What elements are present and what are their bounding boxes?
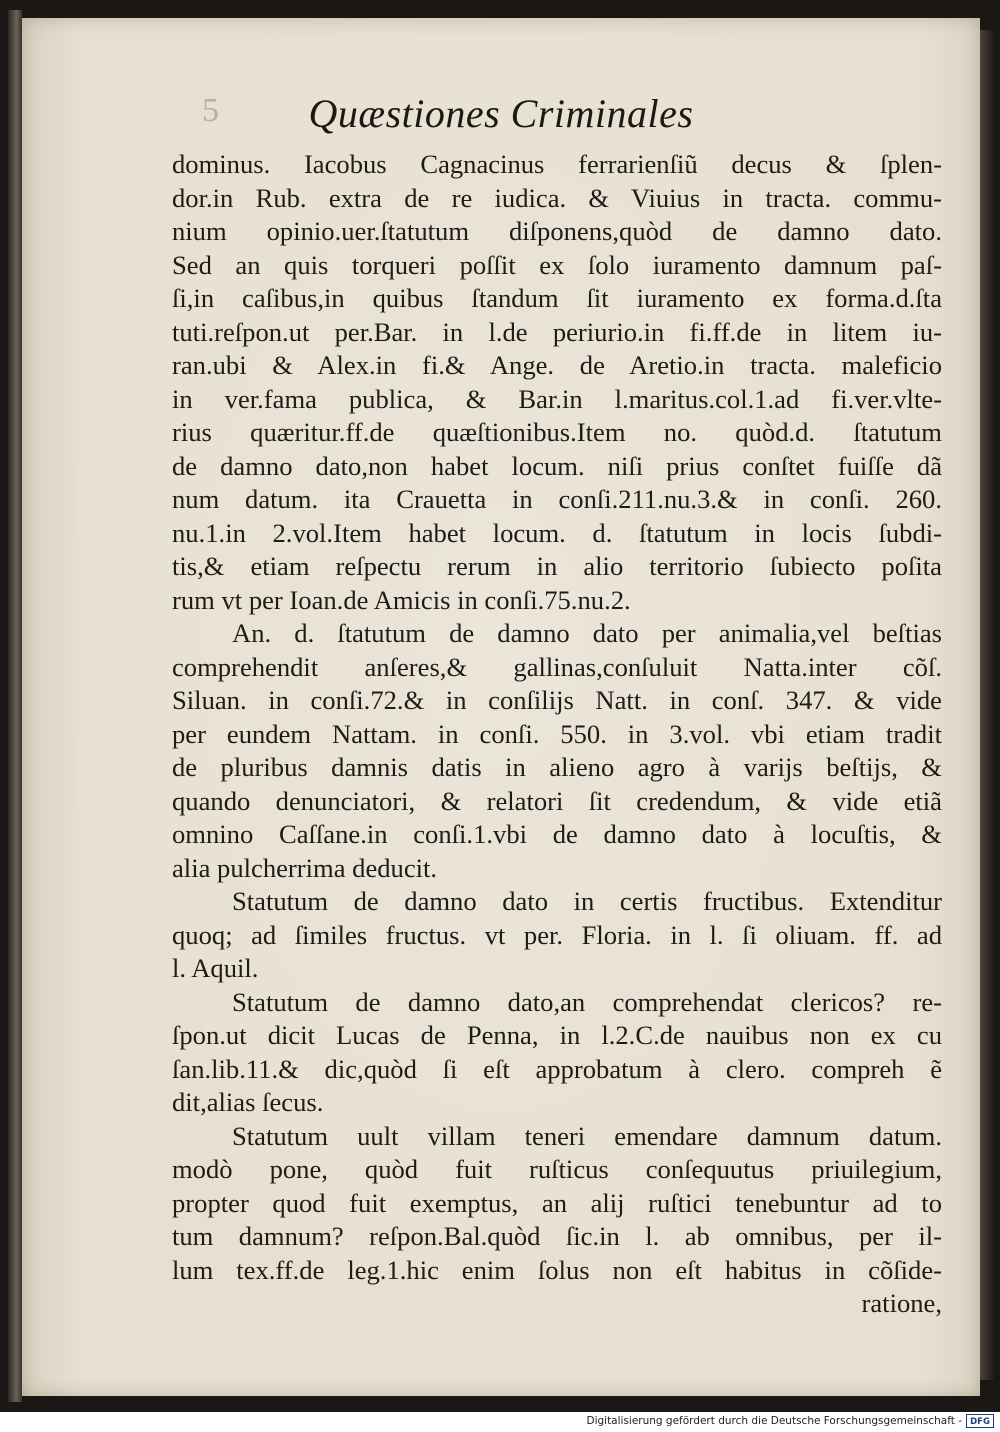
text-line: ſi,in caſibus,in quibus ſtandum ſit iuramento ex forma.d.ſta <box>172 283 942 313</box>
text-line: alia pulcherrima deducit. <box>172 852 438 883</box>
funding-notice: Digitalisierung gefördert durch die Deutsche Forschungsgemeinschaft - <box>586 1415 962 1427</box>
running-head: Quæstiones Criminales <box>308 91 694 136</box>
text-line: quoq; ad ſimiles fructus. vt per. Floria. in l. ſi oliuam. ff. ad <box>172 919 942 950</box>
text-line: Statutum de damno dato,an comprehendat clericos? re- <box>232 986 942 1017</box>
text-line: nium opinio.uer.ſtatutum diſponens,quòd de damno dato. <box>172 216 942 246</box>
text-line: dor.in Rub. extra de re iudica. & Viuius in tracta. commu- <box>172 182 942 213</box>
text-line: tuti.reſpon.ut per.Bar. in l.de periurio.in fi.ff.de in litem iu- <box>172 316 942 347</box>
text-line: dit,alias ſecus. <box>172 1087 324 1117</box>
text-line: quando denunciatori, & relatori ſit credendum, & vide etiã <box>172 785 942 816</box>
page-edge-left <box>8 10 22 1402</box>
text-line: tis,& etiam reſpectu rerum in alio territorio ſubiecto poſita <box>172 551 942 581</box>
footer-bar <box>0 1412 1000 1432</box>
text-line: Statutum uult villam teneri emendare damnum datum. <box>232 1120 942 1151</box>
text-line: Sed an quis torqueri poſſit ex ſolo iuramento damnum paſ- <box>172 249 942 280</box>
catchword: ratione, <box>861 1288 942 1318</box>
text-line: modò pone, quòd fuit ruſticus conſequutus priuilegium, <box>172 1154 942 1184</box>
page-edge-right <box>980 30 996 1380</box>
text-line: ran.ubi & Alex.in fi.& Ange. de Aretio.in tracta. maleficio <box>172 350 942 380</box>
text-line: Siluan. in conſi.72.& in conſilijs Natt. in conſ. 347. & vide <box>172 685 942 715</box>
text-line: omnino Caſſane.in conſi.1.vbi de damno dato à locuſtis, & <box>172 819 942 849</box>
book-page <box>22 18 980 1396</box>
text-line: dominus. Iacobus Cagnacinus ferrarienſiũ decus & ſplen- <box>172 149 942 179</box>
text-line: propter quod fuit exemptus, an alij ruſtici tenebuntur ad to <box>172 1187 942 1218</box>
text-line: An. d. ſtatutum de damno dato per animalia,vel beſtias <box>232 618 942 648</box>
body-text <box>172 148 942 1321</box>
text-line: de damno dato,non habet locum. niſi prius conſtet fuiſſe dã <box>172 450 942 481</box>
text-line: ſpon.ut dicit Lucas de Penna, in l.2.C.de nauibus non ex cu <box>172 1020 942 1050</box>
text-line: nu.1.in 2.vol.Item habet locum. d. ſtatutum in locis ſubdi- <box>172 517 942 548</box>
text-line: num datum. ita Crauetta in conſi.211.nu.3.& in conſi. 260. <box>172 484 942 514</box>
text-line: comprehendit anſeres,& gallinas,conſuluit Natta.inter cõſ. <box>172 651 942 682</box>
text-line: rum vt per Ioan.de Amicis in conſi.75.nu.2. <box>172 584 631 615</box>
text-line: rius quæritur.ff.de quæſtionibus.Item no. quòd.d. ſtatutum <box>172 417 942 447</box>
text-line: in ver.fama publica, & Bar.in l.maritus.col.1.ad fi.ver.vlte- <box>172 383 942 414</box>
text-line: lum tex.ff.de leg.1.hic enim ſolus non eſt habitus in cõſide- <box>172 1254 942 1285</box>
text-line: per eundem Nattam. in conſi. 550. in 3.vol. vbi etiam tradit <box>172 718 942 749</box>
text-line: tum damnum? reſpon.Bal.quòd ſic.in l. ab omnibus, per il- <box>172 1221 942 1251</box>
text-line: de pluribus damnis datis in alieno agro à varijs beſtijs, & <box>172 752 942 782</box>
text-line: ſan.lib.11.& dic,quòd ſi eſt approbatum à clero. compreh ẽ <box>172 1053 942 1084</box>
page-number: 5 <box>202 92 219 129</box>
dfg-logo[interactable]: DFG <box>966 1414 994 1428</box>
text-line: Statutum de damno dato in certis fructibus. Extenditur <box>232 886 942 916</box>
text-line: l. Aquil. <box>172 953 259 983</box>
